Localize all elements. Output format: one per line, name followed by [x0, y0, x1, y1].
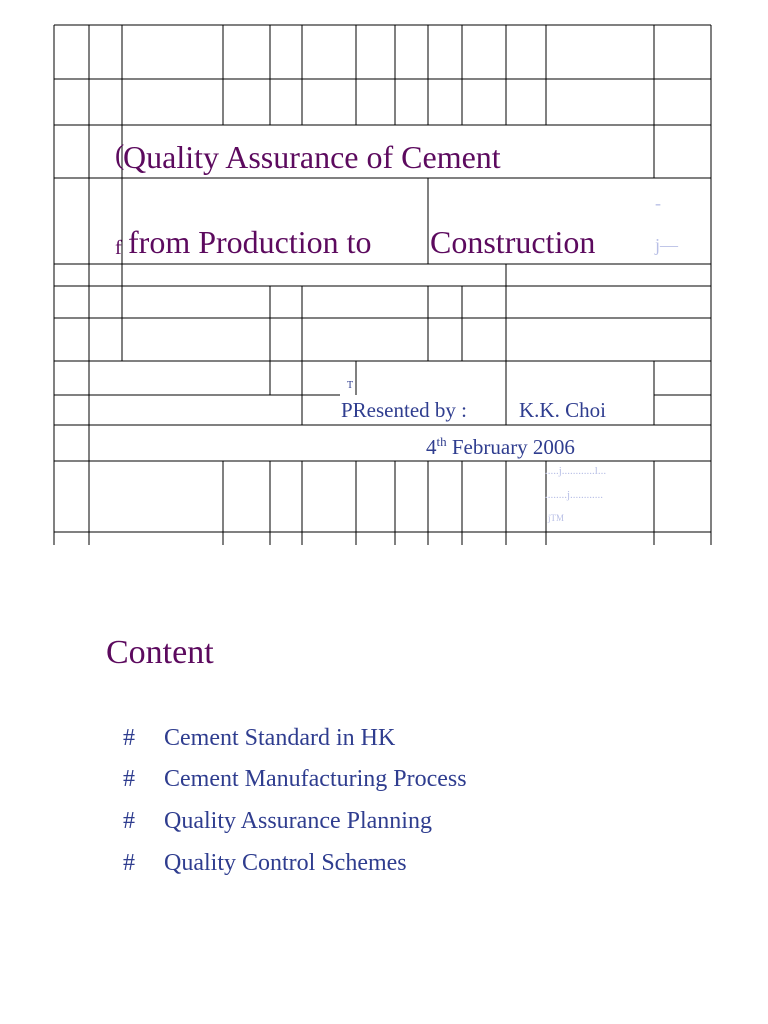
presenter-name: K.K. Choi [519, 398, 606, 422]
deco-dotted-line-1: .....j............l... [545, 465, 607, 477]
list-item-label: Cement Manufacturing Process [164, 766, 467, 792]
title-opening-glyph: ( [115, 140, 125, 171]
title-line-2-part-a: from Production to [128, 224, 372, 260]
title-line-2-part-b: Construction [430, 224, 596, 260]
deco-tm-glyph: jTM [548, 513, 565, 523]
date-day: 4 [426, 435, 437, 459]
presented-by-label: PResented by : [341, 398, 467, 422]
bullet-symbol: # [123, 725, 135, 751]
deco-j-line: j— [655, 235, 679, 255]
date-ordinal: th [436, 434, 447, 449]
title-glyph-f: f [115, 237, 122, 259]
date-month-year: February 2006 [446, 435, 575, 459]
list-item-label: Quality Assurance Planning [164, 808, 432, 834]
bullet-symbol: # [123, 808, 135, 834]
title-line-1: Quality Assurance of Cement [123, 139, 501, 175]
deco-dotted-line-2: ........j............ [545, 489, 604, 501]
presentation-date [426, 435, 575, 458]
content-heading: Content [106, 634, 214, 671]
bullet-symbol: # [123, 766, 135, 792]
list-item-label: Quality Control Schemes [164, 850, 407, 876]
stray-glyph-t: T [347, 380, 354, 391]
bullet-symbol: # [123, 850, 135, 876]
list-item-label: Cement Standard in HK [164, 725, 396, 751]
deco-dash: - [655, 193, 661, 213]
